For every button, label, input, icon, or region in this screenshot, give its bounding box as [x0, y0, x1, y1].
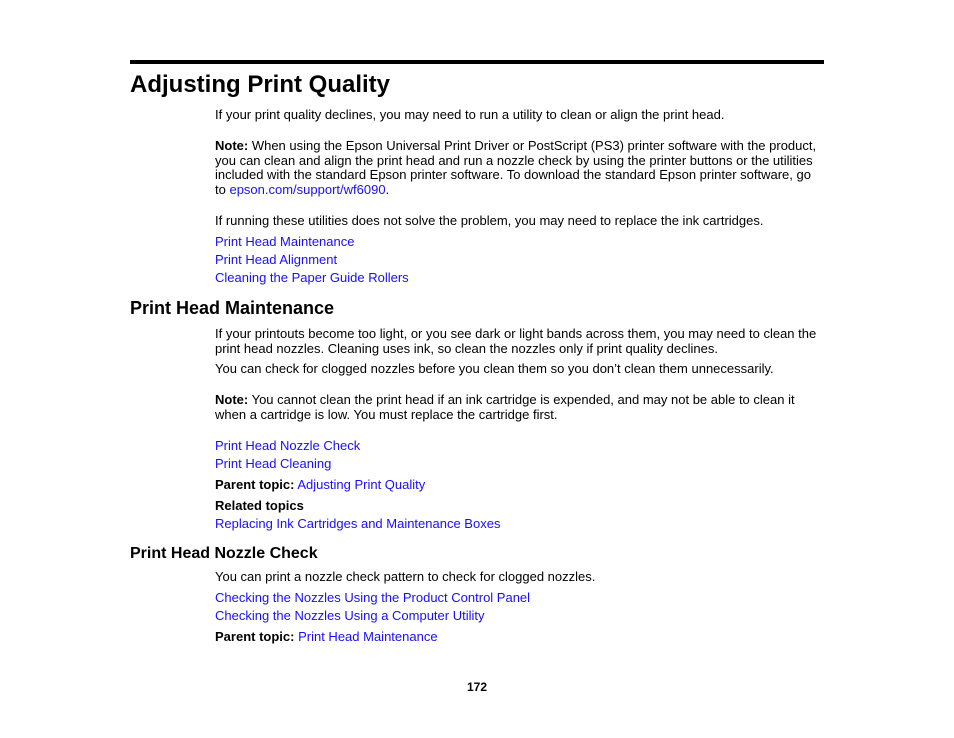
link-print-head-maintenance[interactable]: Print Head Maintenance [215, 234, 355, 249]
note1-line3: included with the standard Epson printer software. To download the standard Epson printer software, go [215, 167, 811, 182]
section-title-print-head-maintenance: Print Head Maintenance [130, 298, 335, 318]
link-nozzles-computer-utility[interactable]: Checking the Nozzles Using a Computer Utility [215, 608, 485, 623]
link-cleaning-paper-guide-rollers[interactable]: Cleaning the Paper Guide Rollers [215, 270, 409, 285]
title-rule [130, 60, 824, 64]
note1-line4: to epson.com/support/wf6090. [215, 182, 390, 197]
parent-topic-link[interactable]: Adjusting Print Quality [297, 477, 426, 492]
note2-line1: Note: You cannot clean the print head if an ink cartridge is expended, and may not be able to clean it [215, 392, 795, 407]
link-replacing-ink-cartridges[interactable]: Replacing Ink Cartridges and Maintenance Boxes [215, 516, 501, 531]
link-print-head-nozzle-check[interactable]: Print Head Nozzle Check [215, 438, 361, 453]
note1-line1: Note: When using the Epson Universal Print Driver or PostScript (PS3) printer software with the product, [215, 138, 817, 153]
parent-topic-link[interactable]: Print Head Maintenance [298, 629, 438, 644]
related-topics-label: Related topics [215, 498, 304, 513]
link-print-head-cleaning[interactable]: Print Head Cleaning [215, 456, 332, 471]
maintenance-p2: You can check for clogged nozzles before you clean them so you don’t clean them unnecessarily. [215, 361, 774, 376]
maintenance-p1-line1: If your printouts become too light, or you see dark or light bands across them, you may need to clean the [215, 326, 817, 341]
note2-line2: when a cartridge is low. You must replace the cartridge first. [215, 407, 558, 422]
intro2-text: If running these utilities does not solve the problem, you may need to replace the ink cartridges. [215, 213, 764, 228]
note-label: Note: [215, 392, 249, 407]
link-nozzles-control-panel[interactable]: Checking the Nozzles Using the Product Control Panel [215, 590, 531, 605]
parent-topic-1: Parent topic: Adjusting Print Quality [215, 477, 426, 492]
epson-support-link[interactable]: epson.com/support/wf6090 [229, 182, 386, 197]
note1-line2: you can clean and align the print head and run a nozzle check by using the printer buttons or the utilities [215, 153, 813, 168]
section-title-nozzle-check: Print Head Nozzle Check [130, 545, 318, 562]
maintenance-p1-line2: print head nozzles. Cleaning uses ink, so clean the nozzles only if print quality declines. [215, 341, 718, 356]
nozzle-check-p1: You can print a nozzle check pattern to check for clogged nozzles. [215, 569, 596, 584]
link-print-head-alignment[interactable]: Print Head Alignment [215, 252, 338, 267]
parent-topic-2: Parent topic: Print Head Maintenance [215, 629, 438, 644]
intro-text: If your print quality declines, you may need to run a utility to clean or align the print head. [215, 107, 725, 122]
page-number: 172 [466, 680, 488, 694]
note-label: Note: [215, 138, 249, 153]
page-title: Adjusting Print Quality [130, 71, 391, 98]
